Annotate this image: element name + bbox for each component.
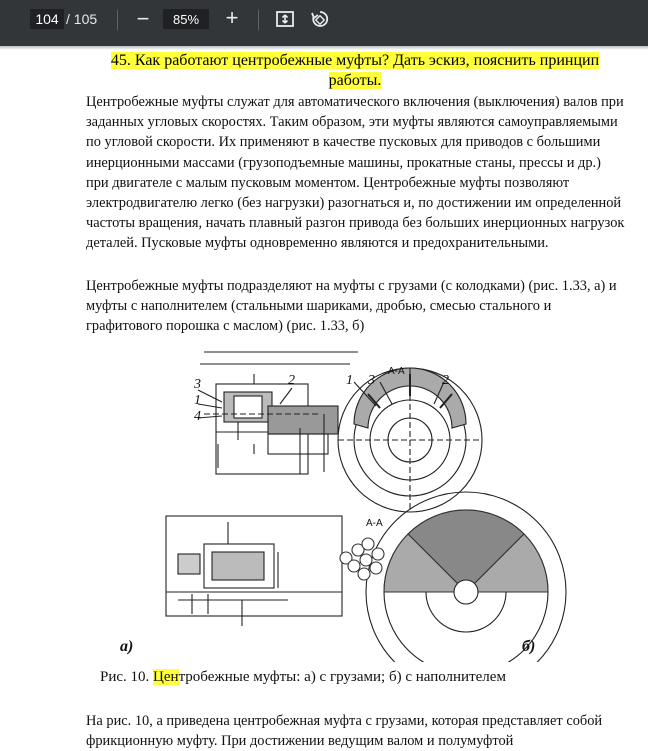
caption-rest: тробежные муфты: а) с грузами; б) с наполнителем (178, 669, 506, 685)
figure-centrifugal-couplings (118, 344, 588, 662)
section-label-top: А-А (388, 366, 405, 377)
fit-to-page-icon[interactable] (275, 9, 295, 29)
part-label-2: 2 (288, 373, 295, 388)
figure-caption (100, 669, 580, 686)
toolbar-divider (258, 10, 259, 30)
toolbar-divider (117, 10, 118, 30)
zoom-out-button[interactable]: − (136, 6, 150, 31)
paragraph-2: Центробежные муфты подразделяют на муфты с грузами (с колодками) (рис. 1.33, а) и муфты с наполнителем (стальными шариками, дробью, смесью стального и графитового порошка с маслом) (рис. 1.33, б) (86, 278, 617, 335)
part-label-1b: 1 (346, 373, 353, 388)
page-total: / 105 (66, 11, 98, 27)
zoom-in-button[interactable]: + (225, 5, 239, 30)
figure-label-b: б) (522, 638, 536, 655)
zoom-level-input[interactable]: 85% (163, 9, 209, 29)
pdf-toolbar (0, 0, 648, 46)
toolbar-shadow (0, 46, 648, 50)
heading-text: 45. Как работают центробежные муфты? Дать эскиз, пояснить принцип работы. (110, 52, 600, 89)
page-number-input[interactable]: 104 (30, 9, 64, 29)
paragraph-1: Центробежные муфты служат для автоматического включения (выключения) валов при заданных угловых скоростях. Таким образом, эти муфты являются самоуправляемыми по угловой скорости. Их применяют в качестве пусковых для приводов с большими инерционными массами (грузоподъемные машины, прокатные станы, прессы и др.) при двигателе с малым пусковым моментом. Центробежные муфты позволяют электродвигателю легко (без нагрузки) разогнаться и, по достижении им определенной частоты вращения, начать плавный разгон привода без больших инерционных нагрузок деталей. Пусковые муфты одновременно являются и предохранительными. (86, 94, 625, 252)
part-label-3b: 3 (368, 373, 375, 388)
figure-drawing (118, 344, 588, 662)
paragraph-3: На рис. 10, а приведена центробежная муфта с грузами, которая представляет собой фрикционную муфту. При достижении ведущим валом и полумуфтой (86, 713, 603, 750)
rotate-icon[interactable] (310, 9, 330, 29)
caption-prefix: Рис. 10. (100, 669, 154, 685)
part-label-2b: 2 (442, 373, 449, 388)
part-label-1: 1 (194, 393, 201, 408)
caption-highlight: Цен (153, 669, 179, 685)
section-label-bottom: А-А (366, 518, 383, 529)
page-heading (85, 51, 625, 91)
figure-label-a: а) (120, 638, 134, 655)
part-label-3: 3 (194, 377, 201, 392)
part-label-4: 4 (194, 409, 201, 424)
